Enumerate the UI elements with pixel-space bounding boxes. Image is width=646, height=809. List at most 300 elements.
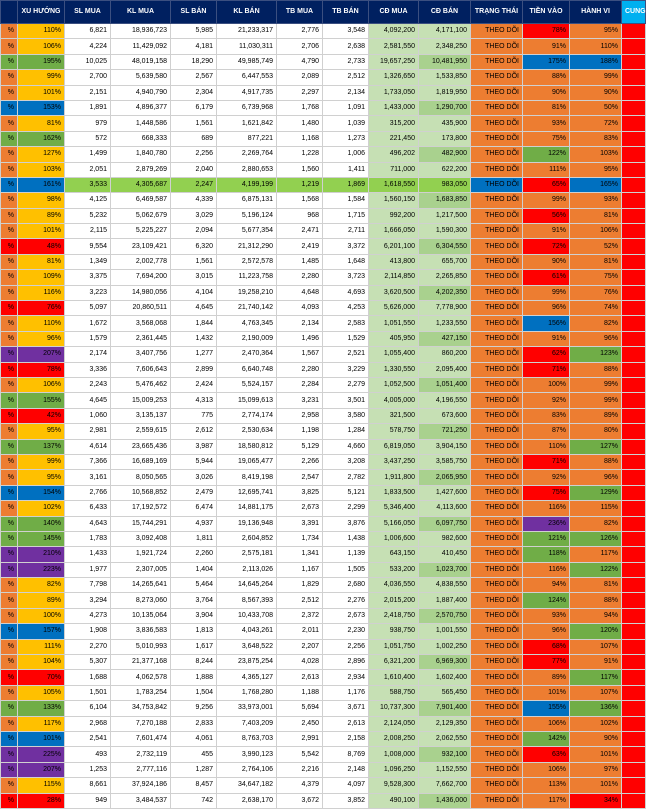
cell-cd-mua[interactable]: 413,800 [369, 254, 419, 269]
cell-trang-thai[interactable]: THEO DÕI [471, 716, 523, 731]
cell-trang-thai[interactable]: THEO DÕI [471, 54, 523, 69]
cell-xu-huong[interactable]: 153% [18, 100, 65, 115]
cell-cd-mua[interactable]: 938,750 [369, 624, 419, 639]
cell-tb-ban[interactable]: 2,583 [323, 316, 369, 331]
cell-tb-ban[interactable]: 2,711 [323, 224, 369, 239]
cell-tien-vao[interactable]: 90% [523, 85, 570, 100]
cell-tb-ban[interactable]: 2,896 [323, 655, 369, 670]
cell-cd-mua[interactable]: 1,052,500 [369, 377, 419, 392]
cell-tb-mua[interactable]: 4,648 [277, 285, 323, 300]
cell-xu-huong[interactable]: 105% [18, 685, 65, 700]
cell-cd-mua[interactable]: 5,346,400 [369, 501, 419, 516]
cell-cd-mua[interactable]: 4,092,200 [369, 24, 419, 39]
cell-tb-mua[interactable]: 1,167 [277, 562, 323, 577]
cell-kl-mua[interactable]: 15,744,291 [111, 516, 171, 531]
cell-cd-mua[interactable]: 711,000 [369, 162, 419, 177]
cell-tb-mua[interactable]: 2,450 [277, 716, 323, 731]
cell-cd-mua[interactable]: 3,437,250 [369, 454, 419, 469]
cell-tb-ban[interactable]: 4,660 [323, 439, 369, 454]
cell-hanh-vi[interactable]: 99% [570, 70, 622, 85]
cell-cung[interactable] [622, 193, 646, 208]
cell-sl-ban[interactable]: 742 [171, 793, 217, 808]
cell-kl-ban[interactable]: 2,269,764 [217, 147, 277, 162]
cell-tb-mua[interactable]: 1,228 [277, 147, 323, 162]
cell-trang-thai[interactable]: THEO DÕI [471, 147, 523, 162]
cell-sl-mua[interactable]: 5,307 [65, 655, 111, 670]
cell-cung[interactable] [622, 685, 646, 700]
cell-xu-huong[interactable]: 106% [18, 377, 65, 392]
cell-cd-mua[interactable]: 1,330,550 [369, 362, 419, 377]
col-header-cd-mua[interactable]: CĐ MUA [369, 1, 419, 24]
cell-xu-huong[interactable]: 95% [18, 424, 65, 439]
cell-kl-ban[interactable]: 6,875,131 [217, 193, 277, 208]
cell-cd-mua[interactable]: 6,819,050 [369, 439, 419, 454]
cell-index[interactable]: % [1, 85, 18, 100]
cell-trang-thai[interactable]: THEO DÕI [471, 593, 523, 608]
cell-kl-mua[interactable]: 17,192,572 [111, 501, 171, 516]
cell-index[interactable]: % [1, 639, 18, 654]
cell-index[interactable]: % [1, 254, 18, 269]
cell-xu-huong[interactable]: 137% [18, 439, 65, 454]
cell-sl-ban[interactable]: 1,888 [171, 670, 217, 685]
cell-tb-mua[interactable]: 3,672 [277, 793, 323, 808]
cell-hanh-vi[interactable]: 80% [570, 424, 622, 439]
cell-hanh-vi[interactable]: 101% [570, 778, 622, 793]
cell-kl-mua[interactable]: 14,980,056 [111, 285, 171, 300]
cell-kl-ban[interactable]: 34,647,182 [217, 778, 277, 793]
cell-sl-mua[interactable]: 4,125 [65, 193, 111, 208]
cell-tb-ban[interactable]: 1,584 [323, 193, 369, 208]
cell-trang-thai[interactable]: THEO DÕI [471, 701, 523, 716]
cell-xu-huong[interactable]: 104% [18, 655, 65, 670]
cell-tien-vao[interactable]: 175% [523, 54, 570, 69]
cell-hanh-vi[interactable]: 81% [570, 254, 622, 269]
cell-cd-ban[interactable]: 1,152,550 [419, 762, 471, 777]
cell-sl-mua[interactable]: 3,375 [65, 270, 111, 285]
cell-kl-ban[interactable]: 2,113,026 [217, 562, 277, 577]
cell-index[interactable]: % [1, 547, 18, 562]
cell-xu-huong[interactable]: 110% [18, 316, 65, 331]
cell-hanh-vi[interactable]: 95% [570, 24, 622, 39]
cell-kl-mua[interactable]: 3,135,137 [111, 408, 171, 423]
cell-xu-huong[interactable]: 82% [18, 578, 65, 593]
cell-kl-mua[interactable]: 4,062,578 [111, 670, 171, 685]
cell-hanh-vi[interactable]: 102% [570, 716, 622, 731]
cell-cd-ban[interactable]: 983,050 [419, 177, 471, 192]
cell-kl-ban[interactable]: 15,099,613 [217, 393, 277, 408]
cell-kl-ban[interactable]: 33,973,001 [217, 701, 277, 716]
cell-tien-vao[interactable]: 78% [523, 24, 570, 39]
cell-sl-ban[interactable]: 4,937 [171, 516, 217, 531]
cell-kl-ban[interactable]: 14,881,175 [217, 501, 277, 516]
cell-index[interactable]: % [1, 716, 18, 731]
cell-cd-mua[interactable]: 221,450 [369, 131, 419, 146]
cell-hanh-vi[interactable]: 74% [570, 301, 622, 316]
cell-kl-ban[interactable]: 11,030,311 [217, 39, 277, 54]
cell-sl-mua[interactable]: 2,174 [65, 347, 111, 362]
cell-index[interactable]: % [1, 685, 18, 700]
table-row[interactable] [1, 177, 646, 192]
cell-cd-ban[interactable]: 2,065,950 [419, 470, 471, 485]
cell-cd-ban[interactable]: 435,900 [419, 116, 471, 131]
cell-hanh-vi[interactable]: 120% [570, 624, 622, 639]
cell-xu-huong[interactable]: 96% [18, 331, 65, 346]
cell-trang-thai[interactable]: THEO DÕI [471, 778, 523, 793]
cell-index[interactable]: % [1, 408, 18, 423]
cell-xu-huong[interactable]: 207% [18, 762, 65, 777]
table-row[interactable] [1, 285, 646, 300]
cell-hanh-vi[interactable]: 88% [570, 593, 622, 608]
cell-tien-vao[interactable]: 113% [523, 778, 570, 793]
cell-cd-ban[interactable]: 721,250 [419, 424, 471, 439]
cell-tb-ban[interactable]: 1,273 [323, 131, 369, 146]
cell-xu-huong[interactable]: 110% [18, 24, 65, 39]
cell-kl-mua[interactable]: 2,777,116 [111, 762, 171, 777]
cell-kl-mua[interactable]: 15,009,253 [111, 393, 171, 408]
cell-tb-ban[interactable]: 2,276 [323, 593, 369, 608]
cell-cung[interactable] [622, 501, 646, 516]
cell-kl-mua[interactable]: 23,109,421 [111, 239, 171, 254]
cell-trang-thai[interactable]: THEO DÕI [471, 639, 523, 654]
cell-cd-mua[interactable]: 4,005,000 [369, 393, 419, 408]
cell-cung[interactable] [622, 424, 646, 439]
cell-cd-ban[interactable]: 2,129,350 [419, 716, 471, 731]
cell-trang-thai[interactable]: THEO DÕI [471, 331, 523, 346]
cell-cung[interactable] [622, 578, 646, 593]
cell-index[interactable]: % [1, 162, 18, 177]
cell-kl-ban[interactable]: 23,875,254 [217, 655, 277, 670]
cell-tb-mua[interactable]: 2,991 [277, 731, 323, 746]
cell-index[interactable]: % [1, 731, 18, 746]
cell-sl-mua[interactable]: 2,051 [65, 162, 111, 177]
cell-sl-ban[interactable]: 2,899 [171, 362, 217, 377]
col-header-kl-ban[interactable]: KL BÁN [217, 1, 277, 24]
table-row[interactable] [1, 100, 646, 115]
cell-kl-mua[interactable]: 10,568,852 [111, 485, 171, 500]
cell-index[interactable]: % [1, 593, 18, 608]
col-header-cd-ban[interactable]: CĐ BÁN [419, 1, 471, 24]
cell-hanh-vi[interactable]: 95% [570, 162, 622, 177]
cell-tien-vao[interactable]: 91% [523, 331, 570, 346]
cell-tb-mua[interactable]: 2,471 [277, 224, 323, 239]
cell-sl-mua[interactable]: 1,688 [65, 670, 111, 685]
cell-tb-mua[interactable]: 3,825 [277, 485, 323, 500]
cell-sl-mua[interactable]: 2,541 [65, 731, 111, 746]
cell-sl-mua[interactable]: 4,645 [65, 393, 111, 408]
cell-cung[interactable] [622, 531, 646, 546]
cell-kl-ban[interactable]: 2,572,578 [217, 254, 277, 269]
cell-xu-huong[interactable]: 89% [18, 593, 65, 608]
cell-hanh-vi[interactable]: 107% [570, 685, 622, 700]
cell-cd-mua[interactable]: 1,618,550 [369, 177, 419, 192]
cell-hanh-vi[interactable]: 83% [570, 131, 622, 146]
cell-kl-ban[interactable]: 21,740,142 [217, 301, 277, 316]
cell-sl-ban[interactable]: 3,026 [171, 470, 217, 485]
cell-hanh-vi[interactable]: 126% [570, 531, 622, 546]
cell-index[interactable]: % [1, 285, 18, 300]
cell-xu-huong[interactable]: 28% [18, 793, 65, 808]
cell-kl-ban[interactable]: 6,640,748 [217, 362, 277, 377]
table-row[interactable] [1, 670, 646, 685]
cell-tb-mua[interactable]: 2,216 [277, 762, 323, 777]
cell-tb-mua[interactable]: 3,231 [277, 393, 323, 408]
cell-kl-ban[interactable]: 877,221 [217, 131, 277, 146]
cell-sl-ban[interactable]: 1,287 [171, 762, 217, 777]
cell-cd-mua[interactable]: 992,200 [369, 208, 419, 223]
cell-hanh-vi[interactable]: 107% [570, 639, 622, 654]
cell-cd-mua[interactable]: 578,750 [369, 424, 419, 439]
cell-index[interactable]: % [1, 470, 18, 485]
cell-tb-mua[interactable]: 4,093 [277, 301, 323, 316]
cell-tien-vao[interactable]: 92% [523, 393, 570, 408]
table-row[interactable] [1, 624, 646, 639]
cell-xu-huong[interactable]: 101% [18, 85, 65, 100]
cell-xu-huong[interactable]: 70% [18, 670, 65, 685]
cell-kl-mua[interactable]: 5,639,580 [111, 70, 171, 85]
table-row[interactable] [1, 85, 646, 100]
cell-sl-ban[interactable]: 775 [171, 408, 217, 423]
cell-sl-ban[interactable]: 2,833 [171, 716, 217, 731]
cell-tb-ban[interactable]: 3,876 [323, 516, 369, 531]
cell-index[interactable]: % [1, 331, 18, 346]
cell-kl-mua[interactable]: 7,694,200 [111, 270, 171, 285]
cell-cung[interactable] [622, 162, 646, 177]
cell-trang-thai[interactable]: THEO DÕI [471, 347, 523, 362]
cell-hanh-vi[interactable]: 115% [570, 501, 622, 516]
cell-index[interactable]: % [1, 778, 18, 793]
cell-sl-ban[interactable]: 2,094 [171, 224, 217, 239]
cell-kl-ban[interactable]: 1,768,280 [217, 685, 277, 700]
cell-trang-thai[interactable]: THEO DÕI [471, 254, 523, 269]
cell-sl-ban[interactable]: 2,304 [171, 85, 217, 100]
cell-sl-ban[interactable]: 2,256 [171, 147, 217, 162]
cell-cd-mua[interactable]: 2,008,250 [369, 731, 419, 746]
cell-cd-ban[interactable]: 4,196,550 [419, 393, 471, 408]
cell-tien-vao[interactable]: 71% [523, 362, 570, 377]
cell-tien-vao[interactable]: 75% [523, 485, 570, 500]
cell-tb-ban[interactable]: 2,673 [323, 608, 369, 623]
cell-index[interactable]: % [1, 501, 18, 516]
cell-sl-mua[interactable]: 3,336 [65, 362, 111, 377]
cell-kl-mua[interactable]: 2,307,005 [111, 562, 171, 577]
cell-sl-ban[interactable]: 1,404 [171, 562, 217, 577]
table-row[interactable] [1, 316, 646, 331]
cell-kl-mua[interactable]: 2,002,778 [111, 254, 171, 269]
cell-tb-mua[interactable]: 5,129 [277, 439, 323, 454]
table-row[interactable] [1, 731, 646, 746]
cell-tb-ban[interactable]: 2,638 [323, 39, 369, 54]
cell-kl-ban[interactable]: 19,136,948 [217, 516, 277, 531]
cell-index[interactable]: % [1, 193, 18, 208]
cell-kl-mua[interactable]: 3,484,537 [111, 793, 171, 808]
cell-sl-mua[interactable]: 3,533 [65, 177, 111, 192]
cell-cd-ban[interactable]: 10,481,950 [419, 54, 471, 69]
table-row[interactable] [1, 377, 646, 392]
cell-tb-mua[interactable]: 5,694 [277, 701, 323, 716]
cell-cung[interactable] [622, 608, 646, 623]
cell-kl-mua[interactable]: 5,476,462 [111, 377, 171, 392]
cell-kl-mua[interactable]: 5,010,993 [111, 639, 171, 654]
cell-trang-thai[interactable]: THEO DÕI [471, 208, 523, 223]
cell-cd-ban[interactable]: 1,819,950 [419, 85, 471, 100]
cell-tb-mua[interactable]: 4,379 [277, 778, 323, 793]
cell-cd-ban[interactable]: 7,901,400 [419, 701, 471, 716]
cell-cd-ban[interactable]: 7,662,700 [419, 778, 471, 793]
cell-index[interactable]: % [1, 208, 18, 223]
cell-kl-mua[interactable]: 37,924,186 [111, 778, 171, 793]
cell-kl-mua[interactable]: 7,601,474 [111, 731, 171, 746]
cell-tb-mua[interactable]: 2,284 [277, 377, 323, 392]
cell-cung[interactable] [622, 24, 646, 39]
cell-cung[interactable] [622, 131, 646, 146]
cell-tb-ban[interactable]: 2,299 [323, 501, 369, 516]
cell-cd-ban[interactable]: 3,904,150 [419, 439, 471, 454]
col-header-sl-ban[interactable]: SL BÁN [171, 1, 217, 24]
cell-sl-mua[interactable]: 8,661 [65, 778, 111, 793]
cell-tb-ban[interactable]: 4,097 [323, 778, 369, 793]
cell-xu-huong[interactable]: 161% [18, 177, 65, 192]
cell-sl-ban[interactable]: 3,764 [171, 593, 217, 608]
cell-trang-thai[interactable]: THEO DÕI [471, 793, 523, 808]
cell-kl-mua[interactable]: 4,896,377 [111, 100, 171, 115]
cell-tb-mua[interactable]: 1,560 [277, 162, 323, 177]
cell-kl-ban[interactable]: 11,223,758 [217, 270, 277, 285]
cell-kl-mua[interactable]: 11,429,092 [111, 39, 171, 54]
cell-cung[interactable] [622, 316, 646, 331]
cell-sl-mua[interactable]: 2,270 [65, 639, 111, 654]
cell-sl-ban[interactable]: 689 [171, 131, 217, 146]
cell-sl-ban[interactable]: 1,561 [171, 254, 217, 269]
table-row[interactable] [1, 562, 646, 577]
cell-kl-ban[interactable]: 4,043,261 [217, 624, 277, 639]
cell-hanh-vi[interactable]: 34% [570, 793, 622, 808]
cell-tb-ban[interactable]: 2,256 [323, 639, 369, 654]
cell-tb-ban[interactable]: 1,529 [323, 331, 369, 346]
table-row[interactable] [1, 454, 646, 469]
cell-sl-mua[interactable]: 6,433 [65, 501, 111, 516]
cell-trang-thai[interactable]: THEO DÕI [471, 578, 523, 593]
cell-trang-thai[interactable]: THEO DÕI [471, 685, 523, 700]
table-row[interactable] [1, 24, 646, 39]
cell-trang-thai[interactable]: THEO DÕI [471, 24, 523, 39]
cell-tb-ban[interactable]: 1,039 [323, 116, 369, 131]
cell-kl-mua[interactable]: 2,361,445 [111, 331, 171, 346]
cell-cung[interactable] [622, 301, 646, 316]
cell-cd-ban[interactable]: 655,700 [419, 254, 471, 269]
col-header-index[interactable] [1, 1, 18, 24]
cell-cd-ban[interactable]: 4,202,350 [419, 285, 471, 300]
cell-hanh-vi[interactable]: 52% [570, 239, 622, 254]
cell-index[interactable]: % [1, 70, 18, 85]
cell-xu-huong[interactable]: 207% [18, 347, 65, 362]
cell-tien-vao[interactable]: 236% [523, 516, 570, 531]
cell-tien-vao[interactable]: 88% [523, 70, 570, 85]
cell-index[interactable]: % [1, 39, 18, 54]
table-row[interactable] [1, 547, 646, 562]
cell-index[interactable]: % [1, 177, 18, 192]
cell-kl-ban[interactable]: 5,196,124 [217, 208, 277, 223]
cell-kl-ban[interactable]: 18,580,812 [217, 439, 277, 454]
cell-index[interactable]: % [1, 670, 18, 685]
table-row[interactable] [1, 131, 646, 146]
cell-trang-thai[interactable]: THEO DÕI [471, 624, 523, 639]
cell-tb-mua[interactable]: 4,028 [277, 655, 323, 670]
cell-cd-ban[interactable]: 427,150 [419, 331, 471, 346]
cell-sl-ban[interactable]: 1,811 [171, 531, 217, 546]
table-row[interactable] [1, 593, 646, 608]
cell-cd-ban[interactable]: 2,095,400 [419, 362, 471, 377]
cell-trang-thai[interactable]: THEO DÕI [471, 285, 523, 300]
cell-cd-mua[interactable]: 1,560,150 [369, 193, 419, 208]
cell-tien-vao[interactable]: 62% [523, 347, 570, 362]
cell-xu-huong[interactable]: 103% [18, 162, 65, 177]
cell-sl-ban[interactable]: 4,061 [171, 731, 217, 746]
cell-sl-mua[interactable]: 1,433 [65, 547, 111, 562]
cell-sl-mua[interactable]: 1,891 [65, 100, 111, 115]
cell-hanh-vi[interactable]: 90% [570, 85, 622, 100]
cell-xu-huong[interactable]: 98% [18, 193, 65, 208]
cell-cung[interactable] [622, 177, 646, 192]
cell-cung[interactable] [622, 762, 646, 777]
cell-index[interactable]: % [1, 516, 18, 531]
cell-xu-huong[interactable]: 111% [18, 639, 65, 654]
table-row[interactable] [1, 347, 646, 362]
cell-tien-vao[interactable]: 156% [523, 316, 570, 331]
cell-sl-mua[interactable]: 4,643 [65, 516, 111, 531]
cell-cd-ban[interactable]: 1,023,700 [419, 562, 471, 577]
cell-tb-mua[interactable]: 2,372 [277, 608, 323, 623]
cell-cd-mua[interactable]: 1,006,600 [369, 531, 419, 546]
cell-cung[interactable] [622, 147, 646, 162]
cell-xu-huong[interactable]: 42% [18, 408, 65, 423]
table-row[interactable] [1, 470, 646, 485]
table-row[interactable] [1, 193, 646, 208]
table-row[interactable] [1, 655, 646, 670]
cell-tb-mua[interactable]: 1,219 [277, 177, 323, 192]
cell-sl-mua[interactable]: 4,614 [65, 439, 111, 454]
cell-xu-huong[interactable]: 140% [18, 516, 65, 531]
cell-cung[interactable] [622, 716, 646, 731]
table-row[interactable] [1, 270, 646, 285]
cell-hanh-vi[interactable]: 117% [570, 547, 622, 562]
cell-cd-mua[interactable]: 1,733,050 [369, 85, 419, 100]
cell-tb-ban[interactable]: 2,148 [323, 762, 369, 777]
cell-cd-ban[interactable]: 860,200 [419, 347, 471, 362]
cell-cung[interactable] [622, 701, 646, 716]
cell-cd-ban[interactable]: 1,001,550 [419, 624, 471, 639]
cell-kl-mua[interactable]: 2,879,269 [111, 162, 171, 177]
cell-kl-ban[interactable]: 4,917,735 [217, 85, 277, 100]
col-header-kl-mua[interactable]: KL MUA [111, 1, 171, 24]
cell-cd-mua[interactable]: 9,528,300 [369, 778, 419, 793]
cell-cung[interactable] [622, 593, 646, 608]
cell-tb-ban[interactable]: 2,521 [323, 347, 369, 362]
cell-cung[interactable] [622, 239, 646, 254]
cell-cung[interactable] [622, 377, 646, 392]
cell-sl-mua[interactable]: 5,232 [65, 208, 111, 223]
cell-kl-ban[interactable]: 19,065,477 [217, 454, 277, 469]
cell-kl-ban[interactable]: 2,880,653 [217, 162, 277, 177]
cell-trang-thai[interactable]: THEO DÕI [471, 547, 523, 562]
cell-kl-mua[interactable]: 6,469,587 [111, 193, 171, 208]
cell-tb-mua[interactable]: 1,198 [277, 424, 323, 439]
cell-tb-mua[interactable]: 2,613 [277, 670, 323, 685]
table-row[interactable] [1, 516, 646, 531]
table-row[interactable] [1, 239, 646, 254]
cell-sl-mua[interactable]: 1,783 [65, 531, 111, 546]
cell-sl-ban[interactable]: 2,040 [171, 162, 217, 177]
cell-xu-huong[interactable]: 127% [18, 147, 65, 162]
